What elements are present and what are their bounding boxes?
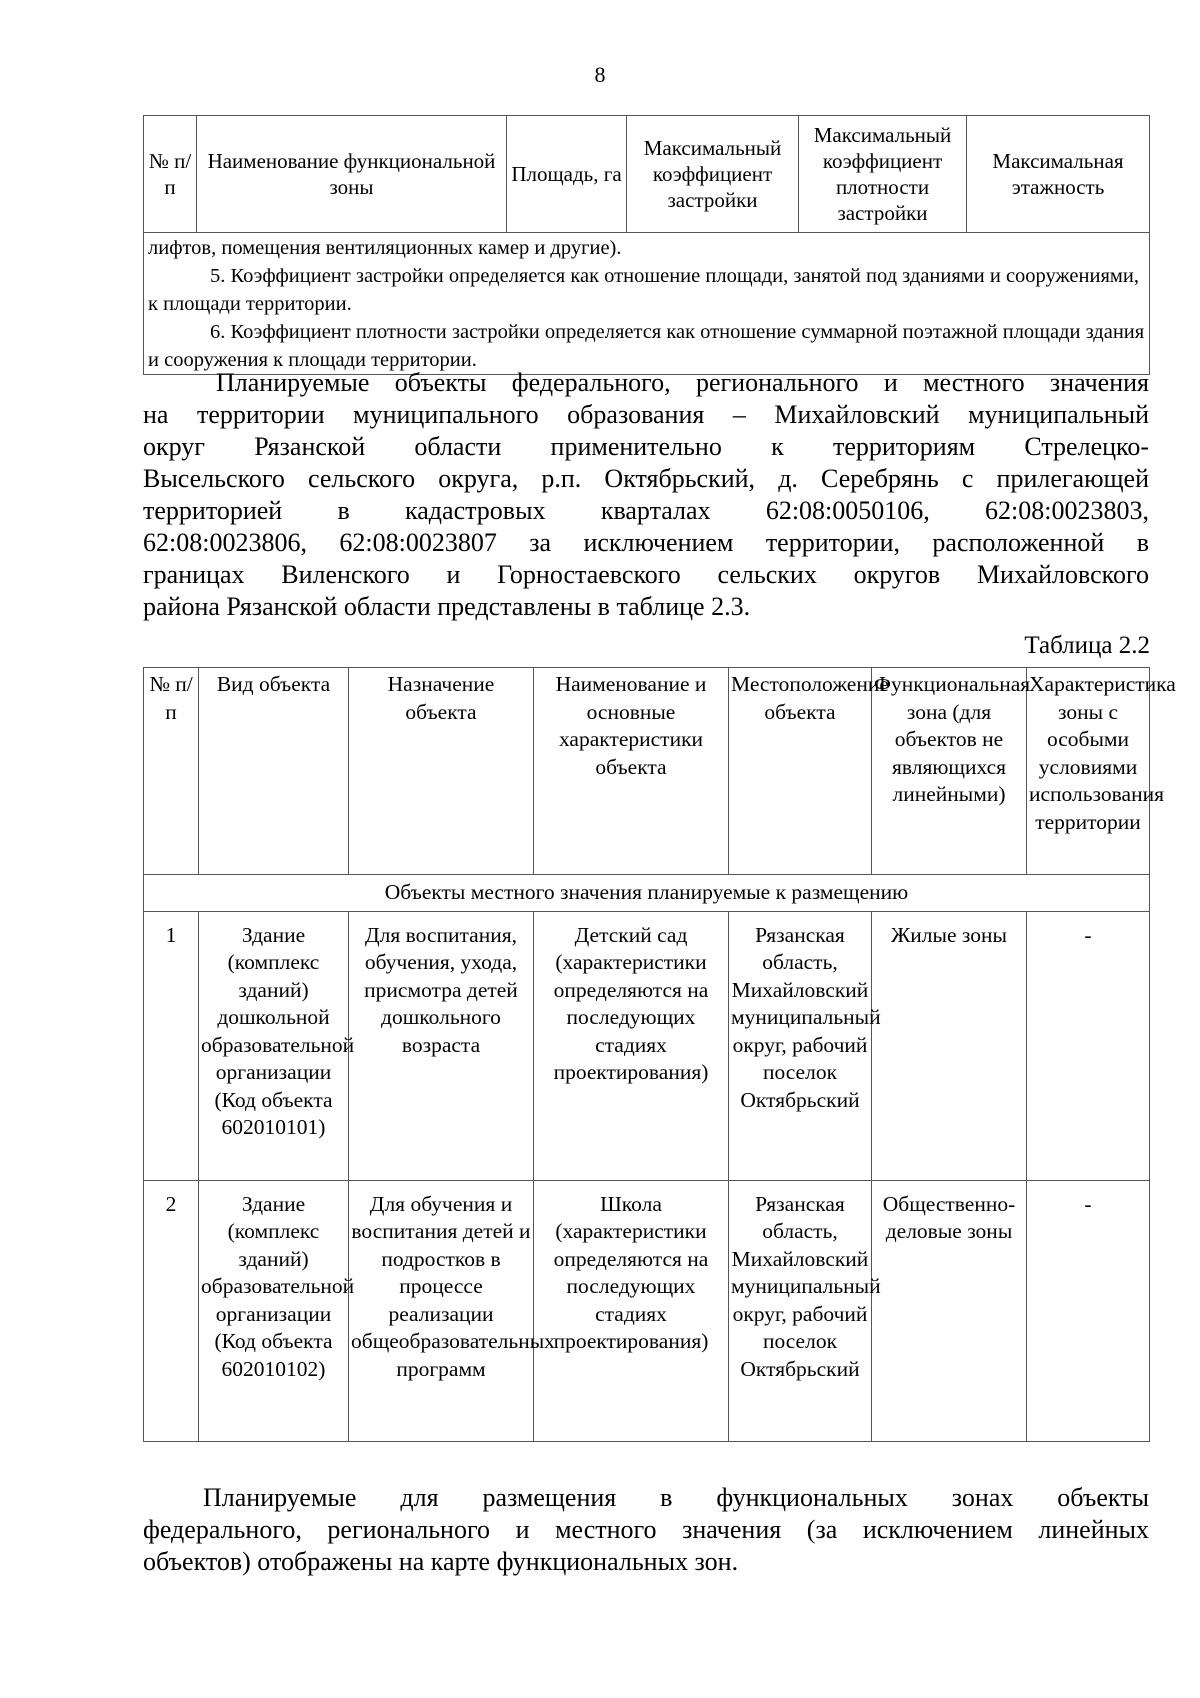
paragraph-line: на территории муниципального образования – Михайловский муниципальный: [143, 400, 1149, 429]
object-type: Здание (комплекс зданий) дошкольной образовательной организации (Код объекта 602010101): [199, 911, 349, 1180]
paragraph-line: границах Виленского и Горностаевского сельских округов Михайловского: [143, 560, 1149, 589]
object-location: Рязанская область, Михайловский муниципальный округ, рабочий поселок Октябрьский: [729, 911, 872, 1180]
header-cell: Максимальная этажность: [967, 116, 1150, 233]
zones-table: [143, 115, 1150, 375]
row-number: 2: [144, 1180, 199, 1441]
section-title: Объекты местного значения планируемые к размещению: [144, 875, 1150, 912]
special-zone: -: [1027, 911, 1150, 1180]
object-location: Рязанская область, Михайловский муниципальный округ, рабочий поселок Октябрьский: [729, 1180, 872, 1441]
objects-table-header: [144, 668, 1150, 875]
special-zone: -: [1027, 1180, 1150, 1441]
objects-table: [143, 667, 1176, 1442]
note-line: 6. Коэффициент плотности застройки определяется как отношение суммарной поэтажной площади здания и сооружения к площади территории.: [148, 321, 1145, 371]
header-cell: Характеристика зоны с особыми условиями использования территории: [1027, 668, 1150, 875]
table-caption: Таблица 2.2: [1024, 632, 1150, 659]
header-cell: Функциональная зона (для объектов не являющихся линейными): [872, 668, 1027, 875]
paragraph-line: федерального, регионального и местного значения (за исключением линейных: [143, 1515, 1149, 1544]
zones-table-header: [144, 116, 1150, 233]
object-purpose: Для воспитания, обучения, ухода, присмотра детей дошкольного возраста: [349, 911, 534, 1180]
section-row: [144, 875, 1150, 912]
header-cell: Местоположение объекта: [729, 668, 872, 875]
object-type: Здание (комплекс зданий) образовательной организации (Код объекта 602010102): [199, 1180, 349, 1441]
functional-zone: Общественно-деловые зоны: [872, 1180, 1027, 1441]
page-number: 8: [594, 62, 606, 87]
paragraph-line: Планируемые для размещения в функциональных зонах объекты: [203, 1483, 1149, 1512]
header-cell: Максимальный коэффициент застройки: [627, 116, 799, 233]
header-cell: Наименование функциональной зоны: [197, 116, 507, 233]
note-line: 5. Коэффициент застройки определяется как отношение площади, занятой под зданиями и сооружениями, к площади территории.: [148, 265, 1139, 315]
object-purpose: Для обучения и воспитания детей и подростков в процессе реализации общеобразовательных программ: [349, 1180, 534, 1441]
table-row: [144, 1180, 1150, 1441]
note-line: лифтов, помещения вентиляционных камер и другие).: [148, 237, 622, 259]
header-cell: № п/п: [144, 116, 197, 233]
header-cell: Площадь, га: [507, 116, 627, 233]
paragraph-planned-objects: [143, 367, 1149, 623]
notes-cell: [144, 233, 1150, 375]
paragraph-line: территорией в кадастровых кварталах 62:08:0050106, 62:08:0023803,: [143, 496, 1149, 525]
paragraph-line: района Рязанской области представлены в таблице 2.3.: [143, 592, 751, 621]
object-name: Школа (характеристики определяются на последующих стадиях проектирования): [534, 1180, 729, 1441]
header-cell: Назначение объекта: [349, 668, 534, 875]
paragraph-line: объектов) отображены на карте функциональных зон.: [143, 1547, 739, 1576]
header-cell: Максимальный коэффициент плотности застройки: [799, 116, 967, 233]
table-row: [144, 911, 1150, 1180]
header-cell: Наименование и основные характеристики объекта: [534, 668, 729, 875]
row-number: 1: [144, 911, 199, 1180]
object-name: Детский сад (характеристики определяются на последующих стадиях проектирования): [534, 911, 729, 1180]
functional-zone: Жилые зоны: [872, 911, 1027, 1180]
paragraph-map-note: [143, 1482, 1149, 1578]
paragraph-line: Планируемые объекты федерального, регионального и местного значения: [216, 368, 1149, 397]
notes-row: [144, 233, 1150, 375]
paragraph-line: округ Рязанской области применительно к территориям Стрелецко-: [143, 432, 1149, 461]
header-cell: № п/п: [144, 668, 199, 875]
header-cell: Вид объекта: [199, 668, 349, 875]
paragraph-line: 62:08:0023806, 62:08:0023807 за исключением территории, расположенной в: [143, 528, 1149, 557]
paragraph-line: Высельского сельского округа, р.п. Октябрьский, д. Серебрянь с прилегающей: [143, 464, 1149, 493]
